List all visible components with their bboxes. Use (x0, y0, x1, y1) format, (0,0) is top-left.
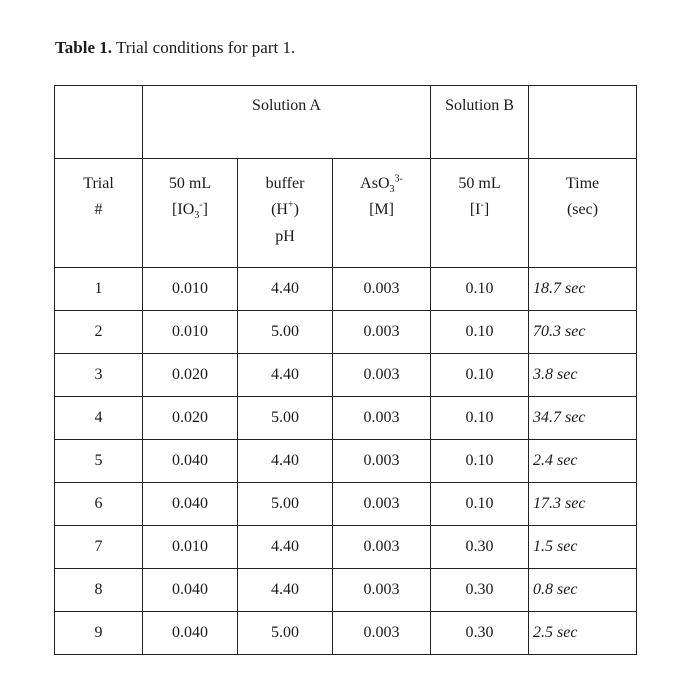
cell-trial: 9 (55, 612, 143, 655)
cell-aso3: 0.003 (333, 526, 431, 569)
header-time-line1: Time (565, 175, 600, 192)
cell-ph: 4.40 (238, 440, 333, 483)
cell-io3: 0.020 (143, 354, 238, 397)
header-time (529, 159, 637, 268)
table-row (55, 397, 637, 440)
table-row (55, 483, 637, 526)
cell-trial: 4 (55, 397, 143, 440)
header-arsenite (333, 159, 431, 268)
header-iodate-sup: - (199, 200, 203, 212)
column-header-row (55, 159, 637, 268)
cell-i: 0.10 (431, 311, 529, 354)
cell-io3: 0.040 (143, 569, 238, 612)
header-iodate-line1: 50 mL (168, 175, 212, 192)
header-arsenite-line2: [M] (369, 201, 394, 219)
cell-aso3: 0.003 (333, 311, 431, 354)
cell-io3: 0.010 (143, 526, 238, 569)
header-arsenite-line1-pre: AsO (360, 175, 390, 192)
cell-i: 0.30 (431, 612, 529, 655)
header-iodate-line2-post: ] (202, 201, 208, 219)
cell-i: 0.10 (431, 397, 529, 440)
table-row (55, 440, 637, 483)
caption-label: Table 1. (55, 38, 113, 57)
cell-time: 2.5 sec (529, 612, 637, 655)
header-trial (55, 159, 143, 268)
cell-time: 34.7 sec (529, 397, 637, 440)
cell-io3: 0.040 (143, 612, 238, 655)
cell-ph: 4.40 (238, 268, 333, 311)
cell-io3: 0.040 (143, 440, 238, 483)
header-time-line2: (sec) (566, 201, 599, 219)
cell-ph: 4.40 (238, 569, 333, 612)
header-trial-line1: Trial (83, 175, 114, 192)
cell-i: 0.30 (431, 569, 529, 612)
cell-io3: 0.010 (143, 311, 238, 354)
header-trial-line2: # (94, 201, 103, 219)
cell-ph: 5.00 (238, 612, 333, 655)
cell-aso3: 0.003 (333, 397, 431, 440)
cell-time: 0.8 sec (529, 569, 637, 612)
cell-i: 0.10 (431, 483, 529, 526)
header-iodide-line1: 50 mL (458, 175, 501, 192)
table-row (55, 354, 637, 397)
header-buffer-line1: buffer (265, 175, 305, 192)
trial-conditions-table (54, 85, 637, 655)
cell-trial: 6 (55, 483, 143, 526)
cell-trial: 5 (55, 440, 143, 483)
cell-ph: 5.00 (238, 397, 333, 440)
cell-aso3: 0.003 (333, 268, 431, 311)
cell-aso3: 0.003 (333, 440, 431, 483)
solution-b-header: Solution B (431, 86, 529, 159)
table-caption (55, 38, 295, 58)
cell-trial: 2 (55, 311, 143, 354)
cell-aso3: 0.003 (333, 612, 431, 655)
table-row (55, 268, 637, 311)
header-arsenite-sub: 3 (389, 184, 395, 196)
group-header-row (55, 86, 637, 159)
cell-time: 3.8 sec (529, 354, 637, 397)
cell-trial: 8 (55, 569, 143, 612)
cell-aso3: 0.003 (333, 569, 431, 612)
header-buffer-line2-pre: (H (271, 201, 288, 219)
cell-i: 0.30 (431, 526, 529, 569)
cell-time: 17.3 sec (529, 483, 637, 526)
cell-time: 1.5 sec (529, 526, 637, 569)
cell-ph: 4.40 (238, 526, 333, 569)
cell-ph: 4.40 (238, 354, 333, 397)
cell-aso3: 0.003 (333, 483, 431, 526)
cell-trial: 1 (55, 268, 143, 311)
cell-time: 18.7 sec (529, 268, 637, 311)
table-row (55, 526, 637, 569)
cell-time: 2.4 sec (529, 440, 637, 483)
cell-i: 0.10 (431, 268, 529, 311)
header-iodide-sup: - (480, 200, 484, 212)
header-buffer-line3: pH (275, 227, 295, 245)
cell-io3: 0.040 (143, 483, 238, 526)
header-iodate-line2-pre: [IO (172, 201, 195, 219)
header-buffer-sup: + (287, 200, 294, 212)
cell-i: 0.10 (431, 440, 529, 483)
cell-time: 70.3 sec (529, 311, 637, 354)
header-iodide-line2-post: ] (483, 201, 490, 219)
solution-a-header: Solution A (143, 86, 431, 159)
caption-text: Trial conditions for part 1. (112, 38, 296, 57)
header-iodate (143, 159, 238, 268)
header-iodide (431, 159, 529, 268)
header-buffer (238, 159, 333, 268)
cell-trial: 7 (55, 526, 143, 569)
group-header-blank-right (529, 86, 637, 159)
cell-ph: 5.00 (238, 311, 333, 354)
header-iodide-line2-pre: [I (469, 201, 481, 219)
header-arsenite-sup: 3- (394, 173, 403, 185)
cell-i: 0.10 (431, 354, 529, 397)
cell-ph: 5.00 (238, 483, 333, 526)
table-row (55, 311, 637, 354)
table-row (55, 612, 637, 655)
table-row (55, 569, 637, 612)
group-header-blank (55, 86, 143, 159)
header-iodate-sub: 3 (194, 210, 200, 222)
cell-io3: 0.020 (143, 397, 238, 440)
cell-aso3: 0.003 (333, 354, 431, 397)
cell-io3: 0.010 (143, 268, 238, 311)
cell-trial: 3 (55, 354, 143, 397)
header-buffer-line2-post: ) (293, 201, 299, 219)
